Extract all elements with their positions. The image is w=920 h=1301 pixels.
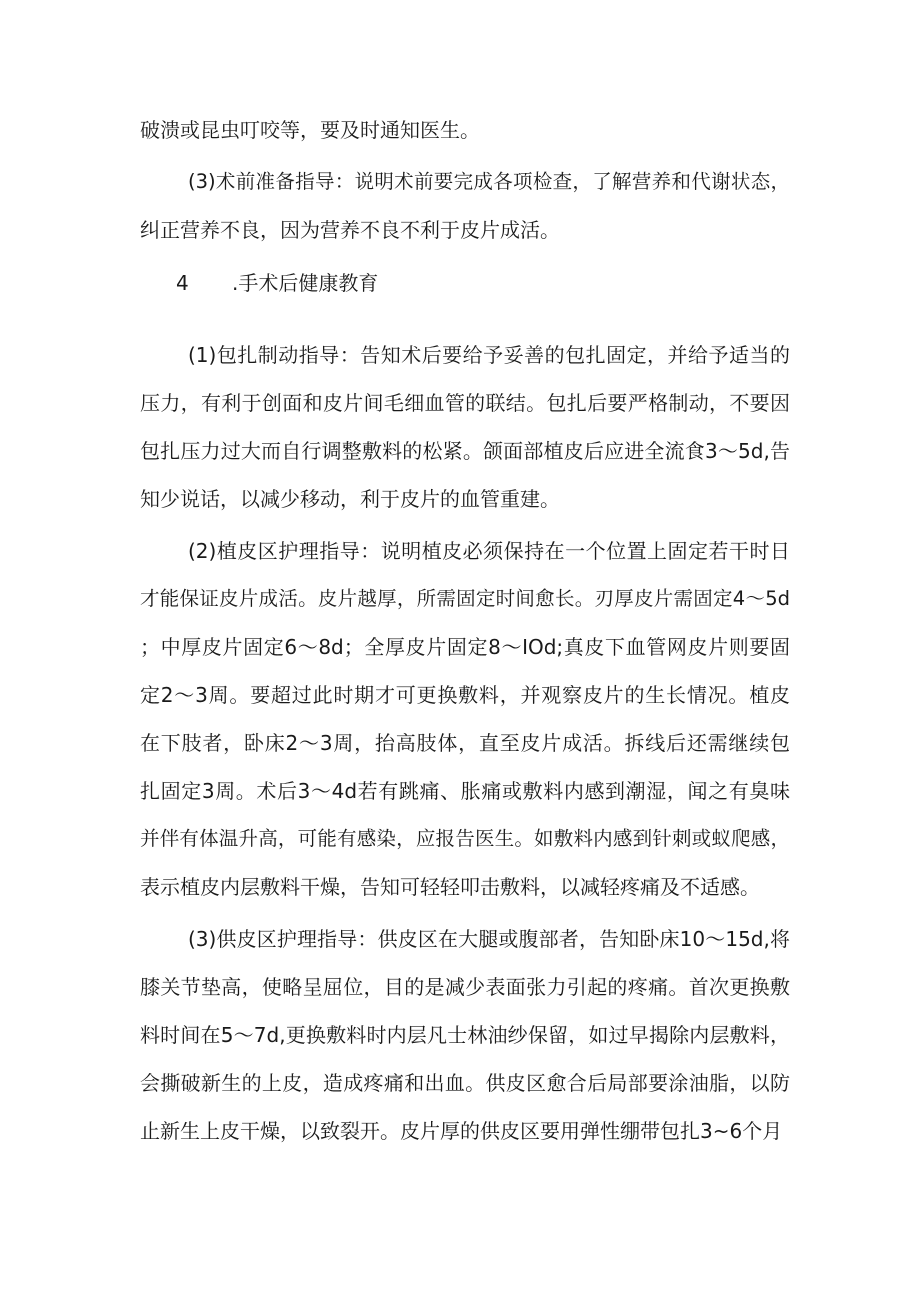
graft-area-line: 才能保证皮片成活。皮片越厚，所需固定时间愈长。刃厚皮片需固定4～5d	[140, 587, 790, 610]
donor-area-line: 会撕破新生的上皮，造成疼痛和出血。供皮区愈合后局部要涂油脂，以防	[140, 1071, 790, 1095]
section-heading	[176, 268, 378, 298]
graft-area-line: 定2～3周。要超过此时期才可更换敷料，并观察皮片的生长情况。植皮	[140, 683, 790, 707]
graft-area-line: ；中厚皮片固定6～8d；全厚皮片固定8～IOd;真皮下血管网皮片则要固	[140, 635, 790, 659]
graft-area-line: 扎固定3周。术后3～4d若有跳痛、胀痛或敷料内感到潮湿，闻之有臭味	[140, 779, 790, 803]
section-title: .手术后健康教育	[232, 271, 379, 295]
donor-area-line: 膝关节垫高，使略呈屈位，目的是减少表面张力引起的疼痛。首次更换敷	[140, 975, 790, 999]
graft-area-line: 并伴有体温升高，可能有感染，应报告医生。如敷料内感到针刺或蚁爬感，	[140, 827, 790, 850]
pre-op-line: 纠正营养不良，因为营养不良不利于皮片成活。	[140, 218, 560, 242]
graft-area-line: 在下肢者，卧床2～3周，抬高肢体，直至皮片成活。拆线后还需继续包	[140, 731, 790, 755]
pre-op-line: (3)术前准备指导：说明术前要完成各项检查，了解营养和代谢状态，	[188, 170, 790, 193]
bandage-line: 压力，有利于创面和皮片间毛细血管的联结。包扎后要严格制动，不要因	[140, 391, 790, 415]
graft-area-line: (2)植皮区护理指导：说明植皮必须保持在一个位置上固定若干时日	[188, 539, 790, 563]
donor-area-line: 止新生上皮干燥，以致裂开。皮片厚的供皮区要用弹性绷带包扎3~6个月	[140, 1119, 783, 1143]
graft-area-line: 表示植皮内层敷料干燥，告知可轻轻叩击敷料，以减轻疼痛及不适感。	[140, 875, 760, 899]
bandage-line: 包扎压力过大而自行调整敷料的松紧。颌面部植皮后应进全流食3～5d,告	[140, 439, 790, 463]
bandage-line: (1)包扎制动指导：告知术后要给予妥善的包扎固定，并给予适当的	[188, 343, 790, 367]
section-number: 4	[176, 271, 189, 295]
donor-area-line: (3)供皮区护理指导：供皮区在大腿或腹部者，告知卧床10～15d,将	[188, 927, 790, 951]
intro-line: 破溃或昆虫叮咬等，要及时通知医生。	[140, 118, 480, 142]
bandage-line: 知少说话，以减少移动，利于皮片的血管重建。	[140, 487, 560, 511]
donor-area-line: 料时间在5～7d,更换敷料时内层凡士林油纱保留，如过早揭除内层敷料，	[140, 1023, 790, 1047]
